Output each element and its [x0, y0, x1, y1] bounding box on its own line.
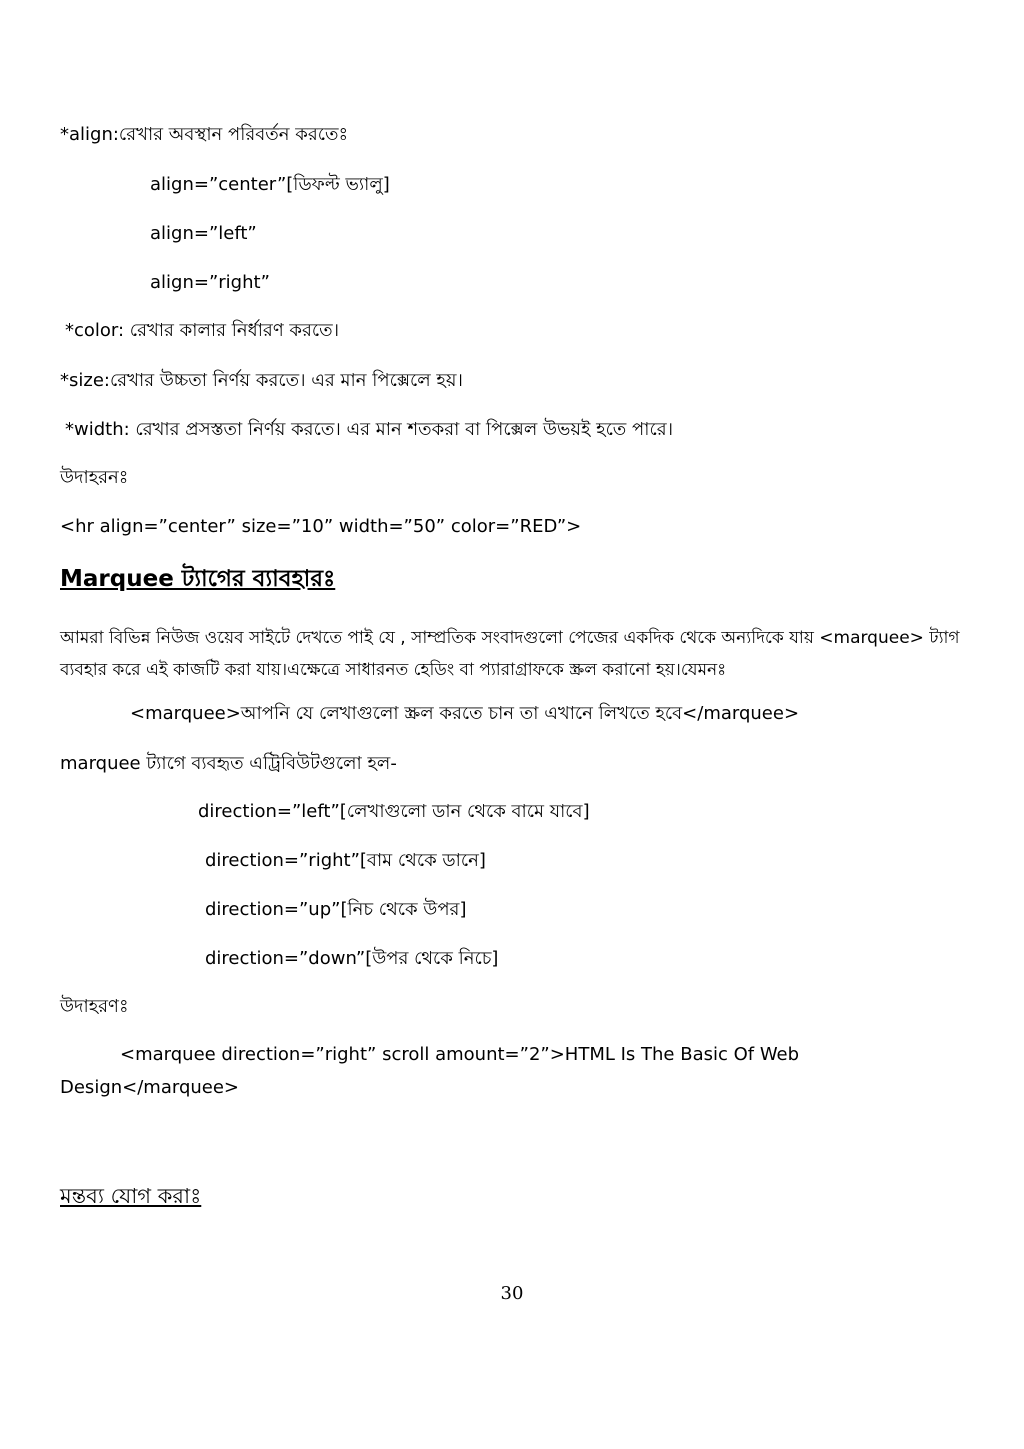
align-value-left: align=”left”	[150, 223, 257, 244]
align-attribute-title: *align:রেখার অবস্থান পরিবর্তন করতেঃ	[60, 124, 349, 145]
marquee-syntax: <marquee>আপনি যে লেখাগুলো স্ক্রল করতে চান তা এখানে লিখতে হবে</marquee>	[130, 703, 800, 724]
align-value-center: align=”center”[ডিফল্ট ভ্যালু]	[150, 174, 390, 195]
direction-right: direction=”right”[বাম থেকে ডানে]	[205, 850, 486, 871]
comment-heading: মন্তব্য যোগ করাঃ	[60, 1184, 202, 1208]
marquee-attributes-intro: marquee ট্যাগে ব্যবহৃত এট্রিবিউটগুলো হল-	[60, 753, 397, 774]
marquee-example-line-1: <marquee direction=”right” scroll amount=”2”>HTML Is The Basic Of Web	[120, 1044, 800, 1065]
width-attribute: *width: রেখার প্রসস্ততা নির্ণয় করতে। এর মান শতকরা বা পিক্সেল উভয়ই হতে পারে।	[65, 419, 674, 440]
marquee-heading: Marquee ট্যাগের ব্যাবহারঃ	[60, 566, 336, 592]
marquee-example-line-2: Design</marquee>	[60, 1077, 240, 1098]
size-attribute: *size:রেখার উচ্চতা নির্ণয় করতে। এর মান পিক্সেলে হয়।	[60, 370, 463, 391]
align-value-right: align=”right”	[150, 272, 270, 293]
hr-example-code: <hr align=”center” size=”10” width=”50” color=”RED”>	[60, 516, 582, 537]
marquee-example-label: উদাহরণঃ	[60, 996, 129, 1017]
color-attribute: *color: রেখার কালার নির্ধারণ করতে।	[65, 320, 340, 341]
page-number: 30	[500, 1283, 524, 1304]
direction-up: direction=”up”[নিচ থেকে উপর]	[205, 899, 467, 920]
hr-example-label: উদাহরনঃ	[60, 467, 129, 488]
marquee-intro-paragraph: আমরা বিভিন্ন নিউজ ওয়েব সাইটে দেখতে পাই যে , সাম্প্রতিক সংবাদগুলো পেজের একদিক থেকে অন্যদিকে যায় <marquee> ট্যাগ ব্যবহার করে এই কাজটি করা যায়।এক্ষেত্রে সাধারনত হেডিং বা প্যারাগ্রাফকে স্ক্রল করানো হয়।যেমনঃ	[60, 628, 960, 680]
direction-down: direction=”down”[উপর থেকে নিচে]	[205, 948, 499, 969]
direction-left: direction=”left”[লেখাগুলো ডান থেকে বামে যাবে]	[198, 801, 590, 822]
